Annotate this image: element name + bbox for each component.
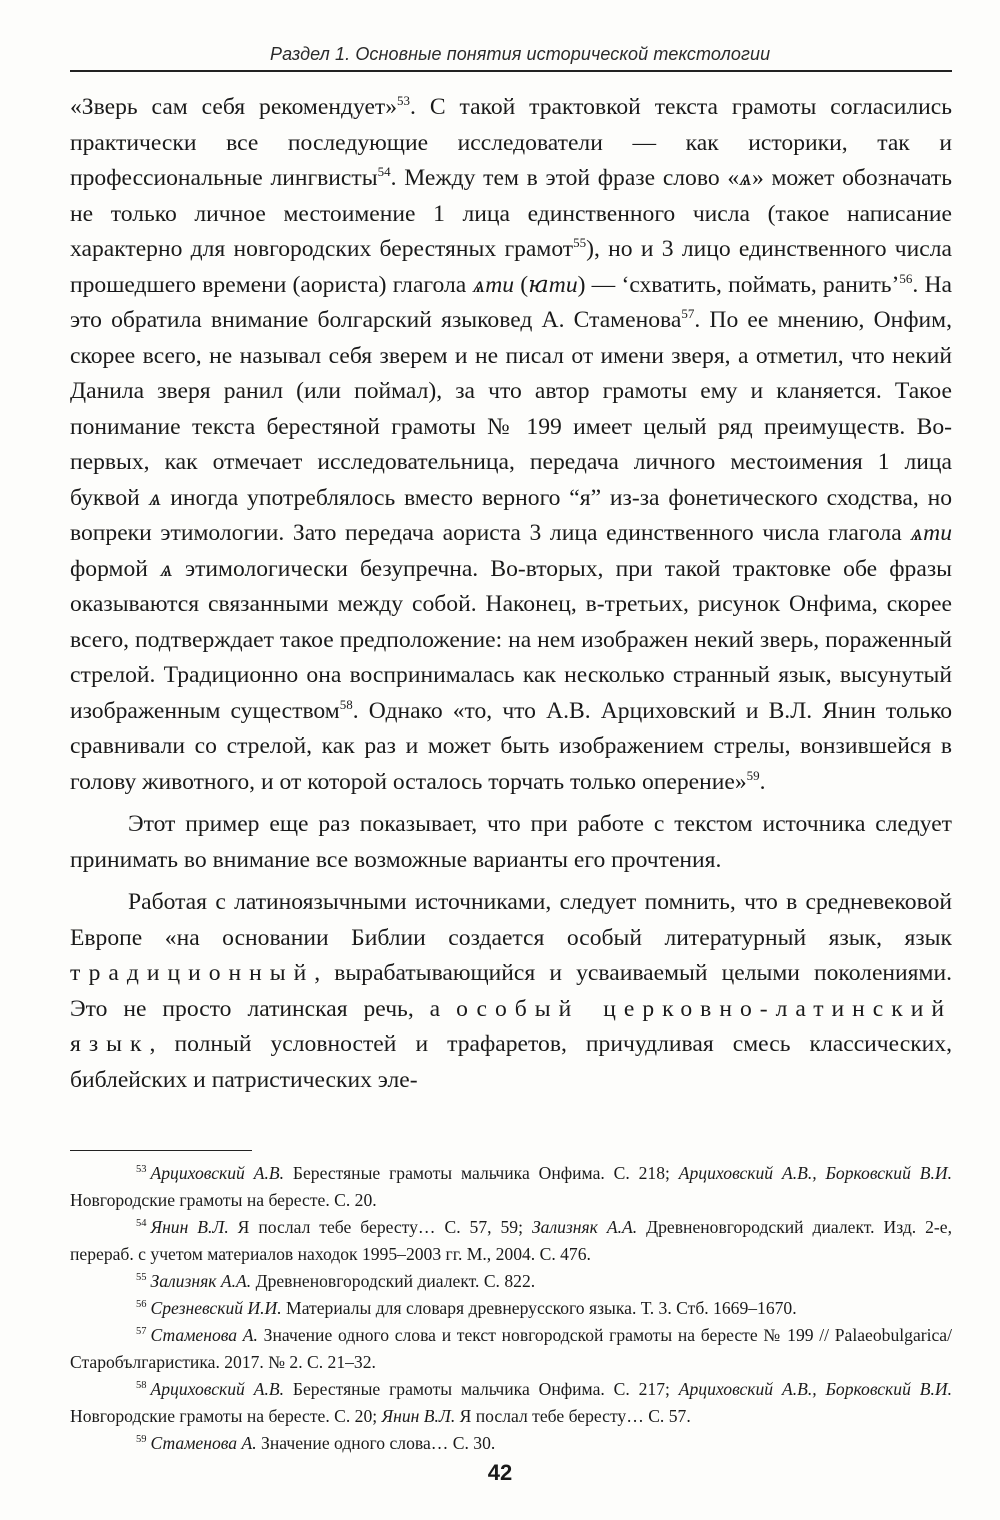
- footnote: [70, 1295, 952, 1322]
- footnote-ref: 55: [573, 235, 587, 250]
- text-span: . С такой трактовкой текста грамоты согласились практически все последующие исследователи — как историки, так и профессиональные лингвисты: [70, 94, 952, 191]
- author: Арциховский А.В.: [150, 1379, 284, 1399]
- footnote-text: Я послал тебе бересту… С. 57, 59;: [228, 1217, 532, 1237]
- footnote-text: Новгородские грамоты на бересте. С. 20.: [70, 1190, 377, 1210]
- text-span: . На это обратила внимание болгарский языковед А. Стаменова: [70, 271, 952, 333]
- author: Зализняк А.А.: [150, 1271, 252, 1291]
- footnote-number: 59: [136, 1434, 147, 1445]
- footnote-ref: 57: [681, 306, 695, 321]
- text-span: «Зверь сам себя рекомендует»: [70, 94, 398, 120]
- old-letter: ѧ: [160, 555, 173, 582]
- footnote-ref: 59: [746, 767, 760, 783]
- author: Янин В.Л.: [381, 1406, 456, 1426]
- footnote-number: 54: [136, 1218, 147, 1229]
- text-span: ) — ‘схватить, поймать, ранить’: [577, 271, 900, 298]
- text-span: формой: [70, 555, 161, 582]
- paragraph-2: Этот пример еще раз показывает, что при работе с текстом источника следует принимать во внимание все возможные варианты его прочтения.: [70, 811, 952, 873]
- footnote-rule: [70, 1150, 252, 1151]
- footnote-text: Берестяные грамоты мальчика Онфима. С. 218;: [284, 1163, 679, 1183]
- footnote-number: 55: [136, 1272, 147, 1283]
- text-span: , полный условностей и трафаретов, причудливая смесь классических, библейских и патристических эле-: [70, 1031, 952, 1093]
- text-span: Работая с латиноязычными источниками, следует помнить, что в средневековой Европе «на основании Библии создается особый литературный язык, язык: [70, 889, 952, 951]
- text-span: . Между тем в этой фразе слово «: [390, 165, 740, 191]
- footnotes: [70, 1160, 952, 1457]
- author: Стаменова А.: [150, 1325, 258, 1345]
- footnote: [70, 1268, 952, 1295]
- header-rule: [70, 70, 952, 72]
- footnote-text: Древненовгородский диалект. С. 822.: [251, 1271, 536, 1291]
- running-head: Раздел 1. Основные понятия исторической текстологии: [270, 44, 771, 64]
- author: Арциховский А.В., Борковский В.И.: [678, 1379, 952, 1399]
- spaced-emphasis: традиционный: [70, 960, 315, 986]
- footnote-ref: 58: [339, 696, 353, 712]
- footnote-text: Берестяные грамоты мальчика Онфима. С. 217;: [284, 1379, 679, 1399]
- text-span: . По ее мнению, Онфим, скорее всего, не называл себя зверем и не писал от имени зверя, а отметил, что некий Данила зверя ранил (или поймал), за что автор грамоты ему и кланяется. Такое понимание текста берестяной грамоты № 199 имеет целый ряд преимуществ. Во-первых, как отмечает исследовательница, передача личного местоимения 1 лица буквой: [70, 307, 952, 511]
- text-span: .: [759, 768, 766, 795]
- footnote-number: 56: [136, 1299, 147, 1310]
- footnote-number: 57: [136, 1326, 147, 1337]
- text-span: иногда употреблялось вместо верного “я” из-за фонетического сходства, но вопреки этимологии. Зато передача аориста 3 лица единственного числа глагола: [70, 484, 953, 546]
- text-span: . Однако «то, что А.В. Арциховский и В.Л. Янин только сравнивали со стрелой, как раз и может быть изображением стрелы, вонзившейся в голову животного, и от которой осталось торчать только оперение»: [70, 697, 953, 795]
- old-word: ѧти: [472, 271, 515, 298]
- footnote-text: Значение одного слова и текст новгородской грамоты на бересте № 199 // Palaeobulgarica/Старобългаристика. 2017. № 2. С. 21–32.: [70, 1325, 952, 1372]
- author: Срезневский И.И.: [150, 1298, 282, 1318]
- footnote-text: Значение одного слова… С. 30.: [256, 1433, 496, 1453]
- footnote-text: Новгородские грамоты на бересте. С. 20;: [70, 1406, 382, 1426]
- text-span: , вырабатывающийся и усваиваемый целыми поколениями. Это не просто латинская речь, а: [70, 960, 952, 1022]
- paragraph-1: [70, 90, 952, 800]
- footnote: [70, 1214, 952, 1268]
- footnote-text: Древненовгородский диалект. Изд. 2-е, перераб. с учетом материалов находок 1995–2003 гг. М., 2004. С. 476.: [70, 1217, 952, 1264]
- spaced-emphasis: особый церковно-латинский язык: [70, 995, 952, 1057]
- footnote: [70, 1376, 952, 1430]
- author: Арциховский А.В.: [150, 1163, 284, 1183]
- footnote-ref: 53: [397, 93, 411, 108]
- footnote-text: Я послал тебе бересту… С. 57.: [455, 1406, 691, 1426]
- old-word: ꙗти: [528, 271, 578, 298]
- text-span: этимологически безупречна. Во-вторых, при такой трактовке обе фразы оказываются связанными между собой. Наконец, в-третьих, рисунок Онфима, скорее всего, подтверждает такое предположение: на нем изображен некий зверь, пораженный стрелой. Традиционно она воспринималась как несколько странный язык, высунутый изображенным существом: [70, 555, 952, 724]
- footnote: [70, 1430, 952, 1457]
- paragraph-3: [70, 885, 952, 1098]
- author: Зализняк А.А.: [531, 1217, 638, 1237]
- text-span: (: [514, 271, 529, 298]
- footnote: [70, 1160, 952, 1214]
- footnote-ref: 56: [899, 270, 913, 286]
- main-text: [70, 90, 952, 1098]
- old-letter: ѧ: [739, 165, 752, 191]
- text-span: ), но и 3 лицо единственного числа прошедшего времени (аориста) глагола: [70, 236, 953, 298]
- text-span: » может обозначать не только личное местоимение 1 лица единственного числа (такое написание характерно для новгородских берестяных грамот: [70, 165, 952, 262]
- author: Янин В.Л.: [150, 1217, 229, 1237]
- author: Стаменова А.: [150, 1433, 257, 1453]
- footnote-text: Материалы для словаря древнерусского языка. Т. 3. Стб. 1669–1670.: [281, 1298, 797, 1318]
- old-word: ѧти: [910, 520, 952, 546]
- old-letter: ѧ: [148, 484, 162, 511]
- author: Арциховский А.В., Борковский В.И.: [678, 1163, 952, 1183]
- footnote-ref: 54: [377, 164, 391, 179]
- page-number: 42: [487, 1460, 513, 1485]
- footnote: [70, 1322, 952, 1376]
- footnote-number: 53: [136, 1164, 147, 1175]
- footnote-number: 58: [136, 1380, 147, 1391]
